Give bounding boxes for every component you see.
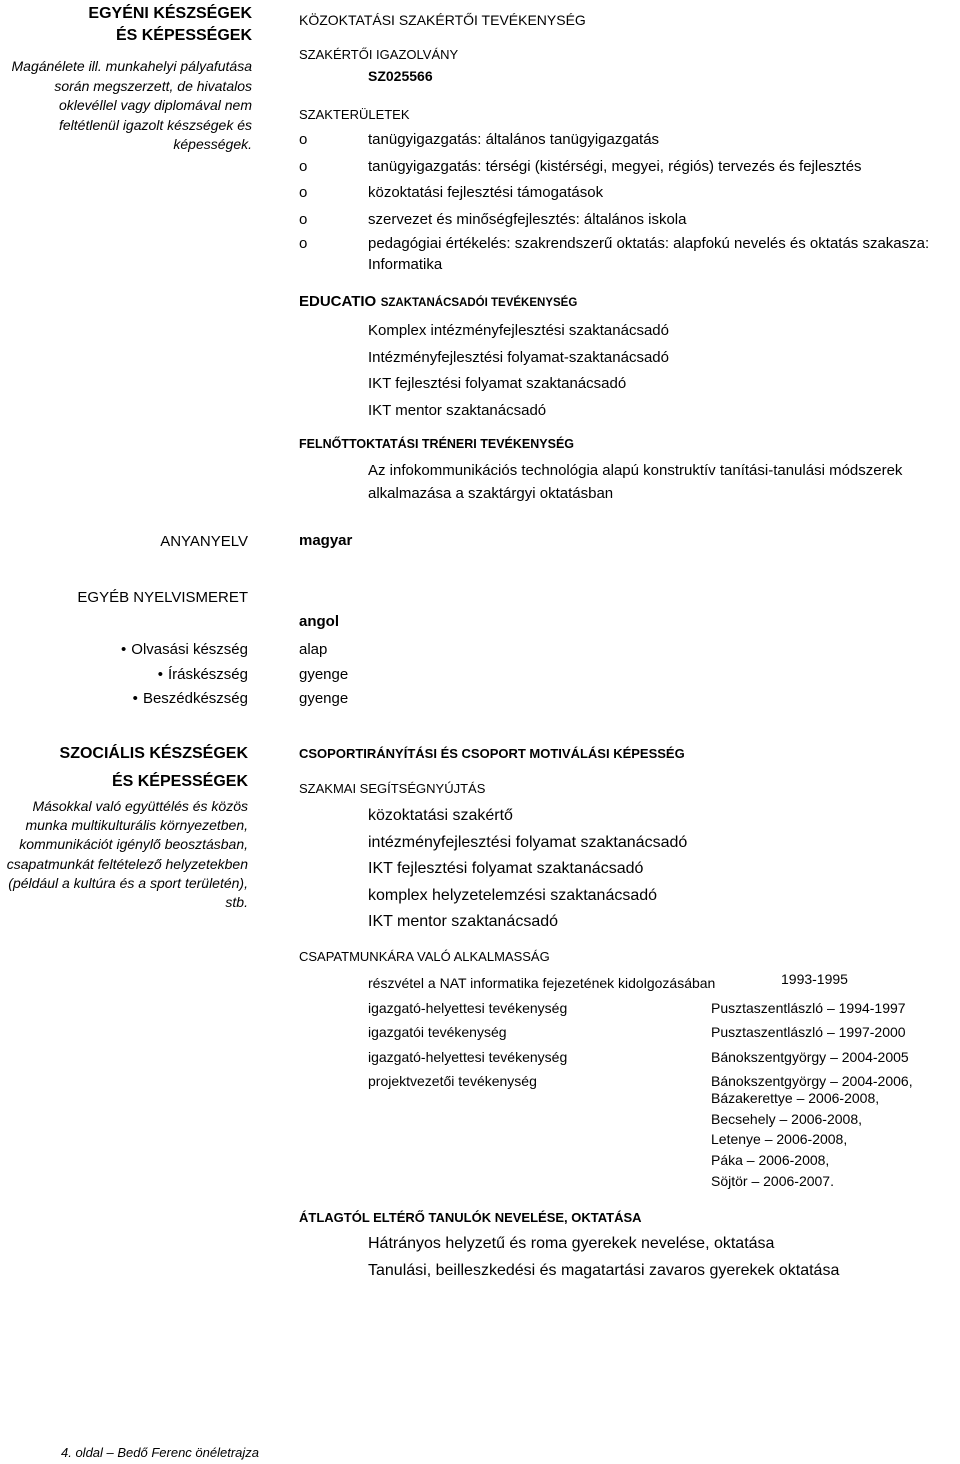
desc-line: kommunikációt igénylő beosztásban, bbox=[19, 836, 248, 853]
reading-skill-label: • Olvasási készség bbox=[121, 638, 248, 663]
team-role: igazgatói tevékenység bbox=[368, 1024, 507, 1040]
desc-line: Magánélete ill. munkahelyi pályafutása bbox=[11, 58, 252, 74]
special-needs-heading: ÁTLAGTÓL ELTÉRŐ TANULÓK NEVELÉSE, OKTATÁSA bbox=[299, 1210, 642, 1225]
list-item: Intézményfejlesztési folyamat-szaktanácsadó bbox=[368, 348, 669, 366]
speaking-level: gyenge bbox=[299, 690, 349, 707]
team-place: Söjtör – 2006-2007. bbox=[711, 1172, 834, 1189]
text-line: alkalmazása a szaktárgyi oktatásban bbox=[368, 485, 614, 502]
teamwork-extra-places bbox=[711, 1088, 879, 1192]
professional-help-list bbox=[368, 803, 687, 936]
expert-id-number: SZ025566 bbox=[368, 68, 433, 84]
list-item: intézményfejlesztési folyamat szaktanácsadó bbox=[368, 833, 688, 851]
circle-bullet-icon: o bbox=[299, 184, 308, 201]
desc-line: munka multikulturális környezetben, bbox=[25, 817, 248, 834]
team-place: Bánokszentgyörgy – 2004-2005 bbox=[711, 1048, 909, 1065]
list-item: Hátrányos helyzetű és roma gyerekek nevelése, oktatása bbox=[368, 1235, 775, 1252]
desc-line: csapatmunkát feltételező helyzetekben bbox=[6, 855, 248, 872]
adult-training-text bbox=[368, 459, 902, 505]
team-place: Letenye – 2006-2008, bbox=[711, 1131, 848, 1148]
desc-line: képességek. bbox=[173, 136, 252, 152]
desc-line: Másokkal való együttélés és közös bbox=[32, 798, 248, 814]
list-item: IKT fejlesztési folyamat szaktanácsadó bbox=[368, 375, 627, 392]
team-place: Becsehely – 2006-2008, bbox=[711, 1110, 862, 1127]
circle-bullet-icon: o bbox=[299, 235, 308, 252]
team-place: Pusztaszentlászló – 1997-2000 bbox=[711, 1024, 906, 1040]
writing-skill-label: • Íráskészség bbox=[121, 663, 248, 688]
expert-heading: KÖZOKTATÁSI SZAKÉRTŐI TEVÉKENYSÉG bbox=[299, 12, 586, 28]
list-item bbox=[299, 127, 929, 154]
team-place: Pusztaszentlászló – 1994-1997 bbox=[711, 999, 906, 1016]
list-item-text: pedagógiai értékelés: szakrendszerű oktatás: alapfokú nevelés és oktatás szakasza: bbox=[368, 235, 930, 252]
language-levels bbox=[299, 638, 348, 712]
teamwork-roles bbox=[368, 971, 715, 1094]
teamwork-places bbox=[711, 996, 913, 1094]
other-language-label: EGYÉB NYELVISMERET bbox=[77, 589, 248, 606]
circle-bullet-icon: o bbox=[299, 157, 308, 175]
teamwork-label: CSAPATMUNKÁRA VALÓ ALKALMASSÁG bbox=[299, 949, 550, 964]
list-item: közoktatási szakértő bbox=[368, 807, 513, 824]
team-period: 1993-1995 bbox=[781, 971, 848, 987]
circle-bullet-icon: o bbox=[299, 131, 308, 148]
reading-level: alap bbox=[299, 641, 328, 658]
list-item: IKT mentor szaktanácsadó bbox=[368, 913, 559, 931]
list-item: Tanulási, beilleszkedési és magatartási zavaros gyerekek oktatása bbox=[368, 1261, 840, 1279]
educatio-heading-rest: SZAKTANÁCSADÓI TEVÉKENYSÉG bbox=[380, 297, 578, 309]
list-item bbox=[299, 180, 929, 207]
list-item-text: közoktatási fejlesztési támogatások bbox=[368, 184, 604, 201]
expert-id-label: SZAKÉRTŐI IGAZOLVÁNY bbox=[299, 47, 459, 62]
page-footer: 4. oldal – Bedő Ferenc önéletrajza bbox=[61, 1445, 260, 1460]
mother-tongue-value: magyar bbox=[299, 532, 353, 549]
list-item: IKT mentor szaktanácsadó bbox=[368, 401, 547, 419]
social-title-line2: ÉS KÉPESSÉGEK bbox=[111, 773, 248, 790]
list-item: Komplex intézményfejlesztési szaktanácsadó bbox=[368, 322, 669, 339]
team-role: részvétel a NAT informatika fejezetének kidolgozásában bbox=[368, 975, 716, 991]
other-language-value: angol bbox=[299, 613, 339, 630]
list-item bbox=[299, 233, 929, 254]
language-skill-list bbox=[121, 638, 248, 712]
team-place: Bánokszentgyörgy – 2004-2006, bbox=[711, 1073, 913, 1089]
list-item bbox=[299, 207, 929, 234]
team-role: projektvezetői tevékenység bbox=[368, 1073, 537, 1089]
team-role: igazgató-helyettesi tevékenység bbox=[368, 1048, 568, 1065]
social-title bbox=[60, 740, 248, 796]
skills-title bbox=[88, 3, 252, 47]
list-item-text: tanügyigazgatás: térségi (kistérségi, megyei, régiós) tervezés és fejlesztés bbox=[368, 157, 862, 175]
desc-line: (például a kultúra és a sport területén), bbox=[8, 874, 248, 891]
list-item: IKT fejlesztési folyamat szaktanácsadó bbox=[368, 860, 644, 878]
writing-level: gyenge bbox=[299, 665, 349, 683]
list-item: komplex helyzetelemzési szaktanácsadó bbox=[368, 886, 658, 904]
social-description bbox=[7, 797, 248, 912]
skills-title-line1: EGYÉNI KÉSZSÉGEK bbox=[88, 5, 252, 22]
team-place: Bázakerettye – 2006-2008, bbox=[711, 1090, 880, 1106]
educatio-heading bbox=[299, 293, 577, 311]
professional-help-label: SZAKMAI SEGÍTSÉGNYÚJTÁS bbox=[299, 781, 486, 796]
desc-line: feltétlenül igazolt készségek és bbox=[59, 116, 252, 133]
list-item-continuation: Informatika bbox=[368, 256, 443, 273]
desc-line: során megszerzett, de hivatalos bbox=[54, 77, 252, 94]
text-line: Az infokommunikációs technológia alapú konstruktív tanítási-tanulási módszerek bbox=[368, 462, 903, 479]
educatio-list bbox=[368, 318, 669, 424]
list-item-text: szervezet és minőségfejlesztés: általános iskola bbox=[368, 210, 687, 228]
skills-title-line2: ÉS KÉPESSÉGEK bbox=[115, 27, 252, 44]
group-heading: CSOPORTIRÁNYÍTÁSI ÉS CSOPORT MOTIVÁLÁSI KÉPESSÉG bbox=[299, 746, 685, 761]
circle-bullet-icon: o bbox=[299, 210, 308, 228]
mother-tongue-label: ANYANYELV bbox=[160, 533, 248, 550]
adult-training-heading: FELNŐTTOKTATÁSI TRÉNERI TEVÉKENYSÉG bbox=[299, 437, 575, 451]
social-title-line1: SZOCIÁLIS KÉSZSÉGEK bbox=[59, 745, 248, 762]
desc-line: stb. bbox=[225, 894, 248, 911]
team-place: Páka – 2006-2008, bbox=[711, 1152, 830, 1169]
list-item bbox=[299, 154, 929, 181]
team-role: igazgató-helyettesi tevékenység bbox=[368, 999, 568, 1016]
skills-description bbox=[12, 57, 252, 155]
educatio-heading-bold: EDUCATIO bbox=[299, 293, 377, 310]
list-item-text: tanügyigazgatás: általános tanügyigazgatás bbox=[368, 131, 660, 148]
speaking-skill-label: • Beszédkészség bbox=[121, 687, 248, 712]
expert-areas-label: SZAKTERÜLETEK bbox=[299, 107, 410, 122]
special-needs-list bbox=[368, 1231, 839, 1284]
expert-areas-list bbox=[299, 127, 929, 276]
desc-line: oklevéllel vagy diplomával nem bbox=[59, 97, 252, 113]
